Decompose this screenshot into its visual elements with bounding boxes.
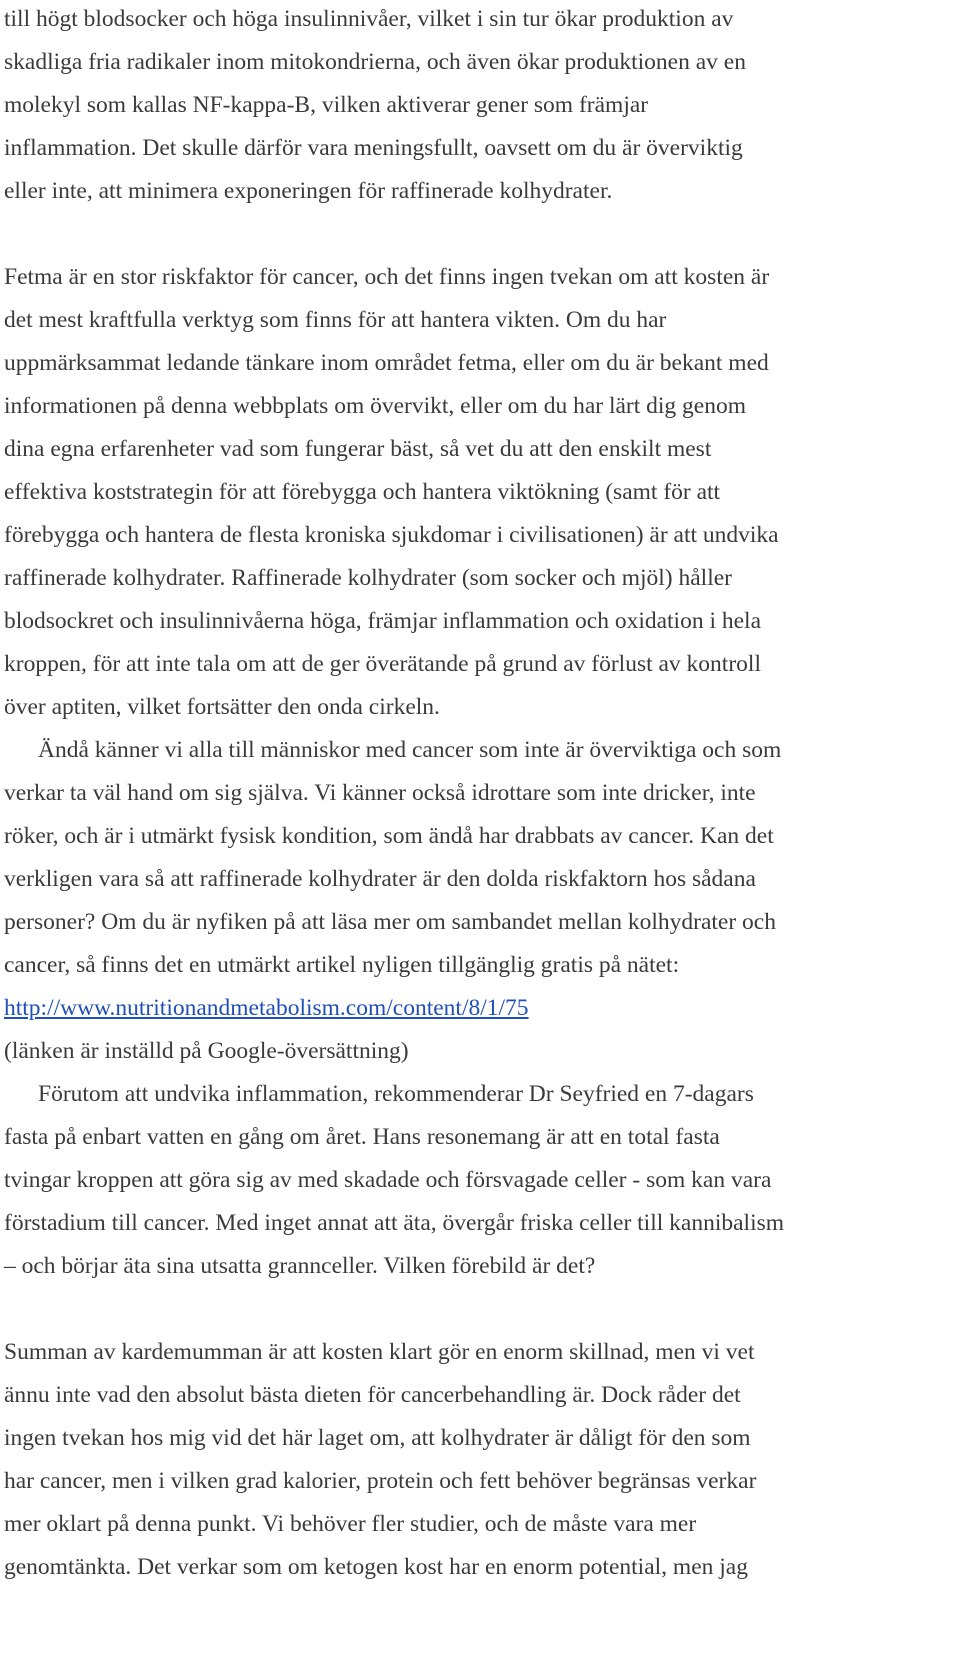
text-line: cancer, så finns det en utmärkt artikel nyligen tillgänglig gratis på nätet: [4, 952, 680, 978]
paragraph-5 [4, 1331, 954, 1589]
text-line: verkar ta väl hand om sig själva. Vi känner också idrottare som inte dricker, inte [4, 780, 756, 806]
paragraph-4 [4, 1073, 954, 1288]
text-line: till högt blodsocker och höga insulinnivåer, vilket i sin tur ökar produktion av [4, 6, 734, 32]
text-line: tvingar kroppen att göra sig av med skadade och försvagade celler - som kan vara [4, 1167, 772, 1193]
text-line: informationen på denna webbplats om övervikt, eller om du har lärt dig genom [4, 393, 747, 419]
text-line: ingen tvekan hos mig vid det här laget om, att kolhydrater är dåligt för den som [4, 1425, 751, 1451]
text-line: ännu inte vad den absolut bästa dieten för cancerbehandling är. Dock råder det [4, 1382, 741, 1408]
text-line: blodsockret och insulinnivåerna höga, främjar inflammation och oxidation i hela [4, 608, 762, 634]
text-line: verkligen vara så att raffinerade kolhydrater är den dolda riskfaktorn hos sådana [4, 866, 756, 892]
text-line: (länken är inställd på Google-översättning) [4, 1038, 409, 1064]
text-line: Summan av kardemumman är att kosten klart gör en enorm skillnad, men vi vet [4, 1339, 755, 1365]
text-line: inflammation. Det skulle därför vara meningsfullt, oavsett om du är överviktig [4, 135, 743, 161]
text-line: raffinerade kolhydrater. Raffinerade kolhydrater (som socker och mjöl) håller [4, 565, 732, 591]
text-line: molekyl som kallas NF-kappa-B, vilken aktiverar gener som främjar [4, 92, 649, 118]
text-line: genomtänkta. Det verkar som om ketogen kost har en enorm potential, men jag [4, 1554, 748, 1580]
text-line: – och börjar äta sina utsatta grannceller. Vilken förebild är det? [4, 1253, 596, 1279]
text-line: över aptiten, vilket fortsätter den onda cirkeln. [4, 694, 440, 720]
article-link[interactable]: http://www.nutritionandmetabolism.com/content/8/1/75 [4, 995, 529, 1021]
text-line: skadliga fria radikaler inom mitokondrierna, och även ökar produktionen av en [4, 49, 746, 75]
document-page [4, 0, 954, 1589]
text-line: fasta på enbart vatten en gång om året. Hans resonemang är att en total fasta [4, 1124, 720, 1150]
text-line: uppmärksammat ledande tänkare inom området fetma, eller om du är bekant med [4, 350, 769, 376]
paragraph-spacer [4, 1288, 954, 1331]
text-line: det mest kraftfulla verktyg som finns för att hantera vikten. Om du har [4, 307, 667, 333]
text-line: Fetma är en stor riskfaktor för cancer, och det finns ingen tvekan om att kosten är [4, 264, 770, 290]
text-line: eller inte, att minimera exponeringen för raffinerade kolhydrater. [4, 178, 613, 204]
text-line: har cancer, men i vilken grad kalorier, protein och fett behöver begränsas verkar [4, 1468, 757, 1494]
text-line: effektiva koststrategin för att förebygga och hantera viktökning (samt för att [4, 479, 721, 505]
paragraph-spacer [4, 213, 954, 256]
text-line: Ändå känner vi alla till människor med cancer som inte är överviktiga och som [38, 737, 782, 763]
paragraph-2 [4, 256, 954, 729]
text-line: kroppen, för att inte tala om att de ger överätande på grund av förlust av kontroll [4, 651, 761, 677]
text-line: Förutom att undvika inflammation, rekommenderar Dr Seyfried en 7-dagars [38, 1081, 754, 1107]
text-line: personer? Om du är nyfiken på att läsa mer om sambandet mellan kolhydrater och [4, 909, 776, 935]
paragraph-1 [4, 0, 954, 213]
text-line: röker, och är i utmärkt fysisk kondition, som ändå har drabbats av cancer. Kan det [4, 823, 774, 849]
text-line: förstadium till cancer. Med inget annat att äta, övergår friska celler till kannibalism [4, 1210, 785, 1236]
article-link-line [4, 987, 954, 1030]
paragraph-3 [4, 729, 954, 1073]
text-line: förebygga och hantera de flesta kroniska sjukdomar i civilisationen) är att undvika [4, 522, 779, 548]
text-line: dina egna erfarenheter vad som fungerar bäst, så vet du att den enskilt mest [4, 436, 712, 462]
text-line: mer oklart på denna punkt. Vi behöver fler studier, och de måste vara mer [4, 1511, 697, 1537]
